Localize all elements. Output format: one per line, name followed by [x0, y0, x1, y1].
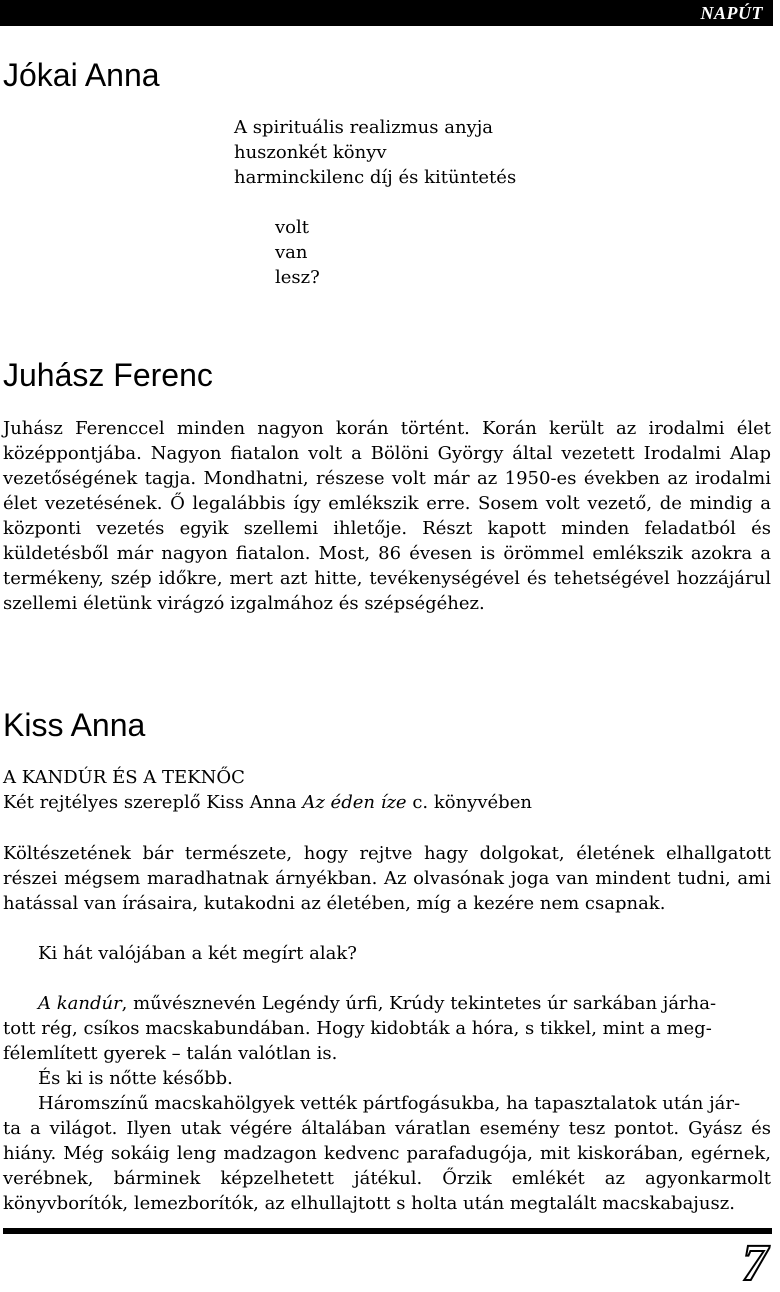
poem-line: A spirituális realizmus anyja [234, 117, 494, 138]
article-subtitle: A KANDÚR ÉS A TEKNŐC [3, 767, 245, 788]
paragraph-line: félemlített gyerek – talán valótlan is. [3, 1043, 338, 1064]
poem-line: huszonkét könyv [234, 142, 387, 163]
paragraph-line [38, 991, 716, 1016]
section-heading-jokai: Jókai Anna [3, 57, 160, 93]
book-title: Az éden íze [302, 792, 407, 813]
paragraph-line-rest: , művésznevén Legéndy úrfi, Krúdy tekintetes úr sarkában járha- [121, 993, 717, 1014]
kandur-term: A kandúr [38, 993, 122, 1014]
paragraph-intro: Költészetének bár természete, hogy rejtve hagy dolgokat, életének elhallgatott részei mégsem maradhatnak árnyékban. Az olvasónak joga van mindent tudni, ami hatással van írásaira, kutakodni az életében, míg a kezére nem csapnak. [3, 843, 771, 914]
paragraph-juhasz: Juhász Ferenccel minden nagyon korán történt. Korán került az irodalmi élet középpontjába. Nagyon fiatalon volt a Bölöni György által vezetett Irodalmi Alap vezetőségének tagja. Mondhatni, részese volt már az 1950-es években az irodalmi élet vezetésének. Ő legalábbis így emlékszik erre. Sosem volt vezető, de mindig a központi vezetés egyik szellemi ihletője. Részt kapott minden feladatból és küldetésből már nagyon fiatalon. Most, 86 évesen is örömmel emlékszik azokra a termékeny, szép időkre, mert azt hitte, tevékenységével és tehetségével hozzájárul szellemi életünk virágzó izgalmához és szépségéhez. [3, 418, 771, 614]
poem-line: harminckilenc díj és kitüntetés [234, 167, 517, 188]
paragraph-line: Háromszínű macskahölgyek vették pártfogásukba, ha tapasztalatok után jár- [38, 1093, 741, 1114]
paragraph-cat: ta a világot. Ilyen utak végére általában váratlan esemény tesz pontot. Gyász és hiány. Még sokáig leng madzagon kedvenc parafadugója, mit kiskorában, egérnek, verébnek, bárminek képzelhetett játékul. Őrzik emlékét az agyonkarmolt könyvborítók, lemezborítók, az elhullajtott s holta után megtalált macskabajusz. [3, 1118, 771, 1214]
section-heading-kiss: Kiss Anna [3, 707, 146, 743]
magazine-logo: NAPÚT [700, 3, 763, 23]
paragraph-line: És ki is nőtte később. [38, 1068, 233, 1089]
page-number: 7 [742, 1235, 768, 1292]
poem-line: van [275, 242, 308, 263]
question-line: Ki hát valójában a két megírt alak? [38, 943, 357, 964]
poem-line: lesz? [275, 267, 320, 288]
poem-line: volt [275, 217, 309, 238]
footer-rule [3, 1228, 772, 1234]
book-line-prefix: Két rejtélyes szereplő Kiss Anna [3, 792, 303, 813]
book-line-suffix: c. könyvében [406, 792, 532, 813]
section-heading-juhasz: Juhász Ferenc [3, 357, 213, 393]
book-reference-line [3, 790, 532, 815]
paragraph-line: tott rég, csíkos macskabundában. Hogy kidobták a hóra, s tikkel, mint a meg- [3, 1018, 712, 1039]
header-bar [0, 0, 773, 26]
